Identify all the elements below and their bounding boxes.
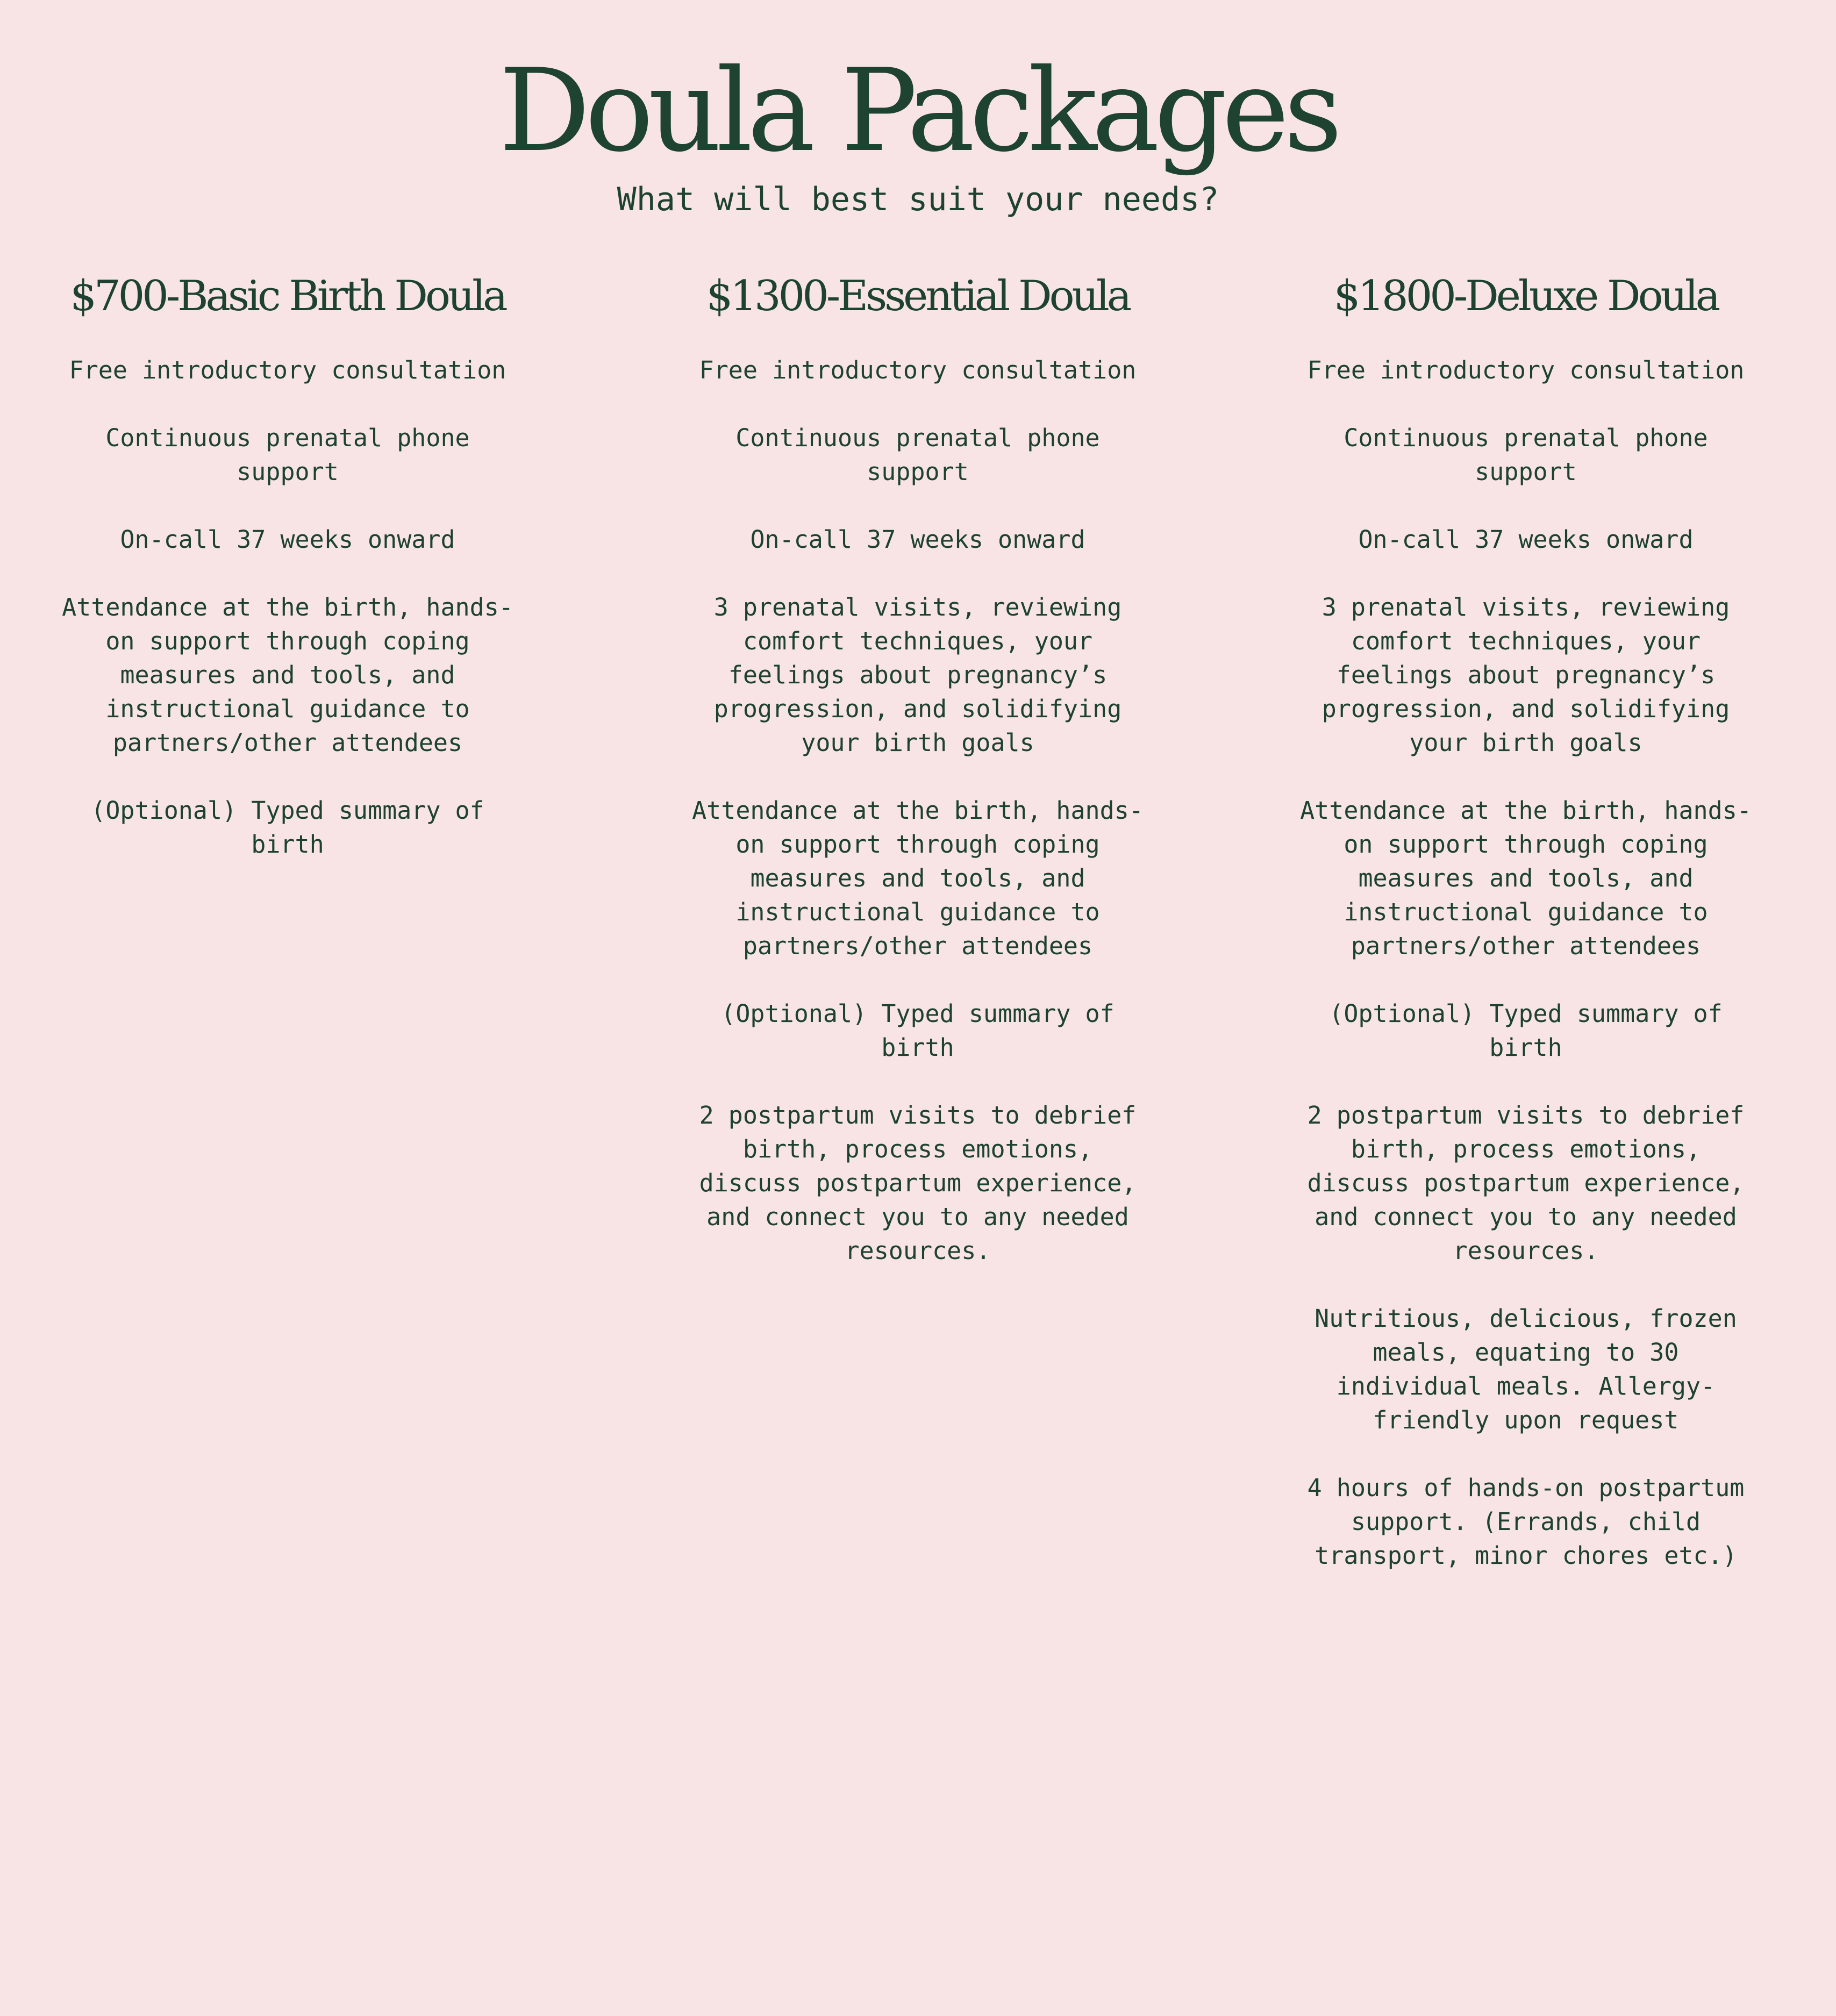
package-feature: Free introductory consultation	[1307, 355, 1745, 384]
package-column-basic	[35, 271, 540, 895]
package-feature: Attendance at the birth, hands-on support through coping measures and tools, and instructional guidance to partners/other attendees	[62, 592, 513, 757]
package-feature: Attendance at the birth, hands-on support through coping measures and tools, and instructional guidance to partners/other attendees	[1300, 796, 1752, 960]
package-title-deluxe: $1800-Deluxe Doula	[1333, 272, 1718, 320]
package-feature: Continuous prenatal phone support	[1344, 423, 1708, 486]
package-feature: 3 prenatal visits, reviewing comfort techniques, your feelings about pregnancy’s progression, and solidifying your birth goals	[713, 592, 1122, 757]
package-feature: Attendance at the birth, hands-on support through coping measures and tools, and instructional guidance to partners/other attendees	[692, 796, 1144, 960]
package-feature: Continuous prenatal phone support	[105, 423, 470, 486]
package-feature-list-basic	[35, 353, 540, 861]
package-feature: Nutritious, delicious, frozen meals, equating to 30 individual meals. Allergy-friendly upon request	[1315, 1304, 1737, 1434]
package-feature: On-call 37 weeks onward	[1358, 525, 1694, 554]
package-feature: 4 hours of hands-on postpartum support. (Errands, child transport, minor chores etc.)	[1307, 1473, 1745, 1570]
package-column-deluxe	[1273, 271, 1778, 1606]
package-column-essential	[665, 271, 1170, 1302]
package-feature: On-call 37 weeks onward	[750, 525, 1085, 554]
package-feature: (Optional) Typed summary of birth	[721, 999, 1115, 1062]
package-feature: On-call 37 weeks onward	[120, 525, 455, 554]
package-title-basic: $700-Basic Birth Doula	[70, 272, 505, 320]
package-feature-list-essential	[665, 353, 1170, 1268]
package-feature-list-deluxe	[1273, 353, 1778, 1572]
package-feature: 2 postpartum visits to debrief birth, process emotions, discuss postpartum experience, and connect you to any needed resources.	[699, 1100, 1137, 1265]
page-title: Doula Packages	[499, 44, 1337, 177]
package-feature: (Optional) Typed summary of birth	[91, 796, 484, 859]
package-feature: 2 postpartum visits to debrief birth, process emotions, discuss postpartum experience, and connect you to any needed resources.	[1307, 1100, 1745, 1265]
page-subtitle: What will best suit your needs?	[617, 181, 1219, 218]
package-feature: Continuous prenatal phone support	[735, 423, 1100, 486]
package-feature: Free introductory consultation	[69, 355, 506, 384]
package-feature: 3 prenatal visits, reviewing comfort techniques, your feelings about pregnancy’s progression, and solidifying your birth goals	[1321, 592, 1730, 757]
package-feature: (Optional) Typed summary of birth	[1329, 999, 1723, 1062]
package-title-essential: $1300-Essential Doula	[706, 272, 1130, 320]
package-feature: Free introductory consultation	[699, 355, 1137, 384]
